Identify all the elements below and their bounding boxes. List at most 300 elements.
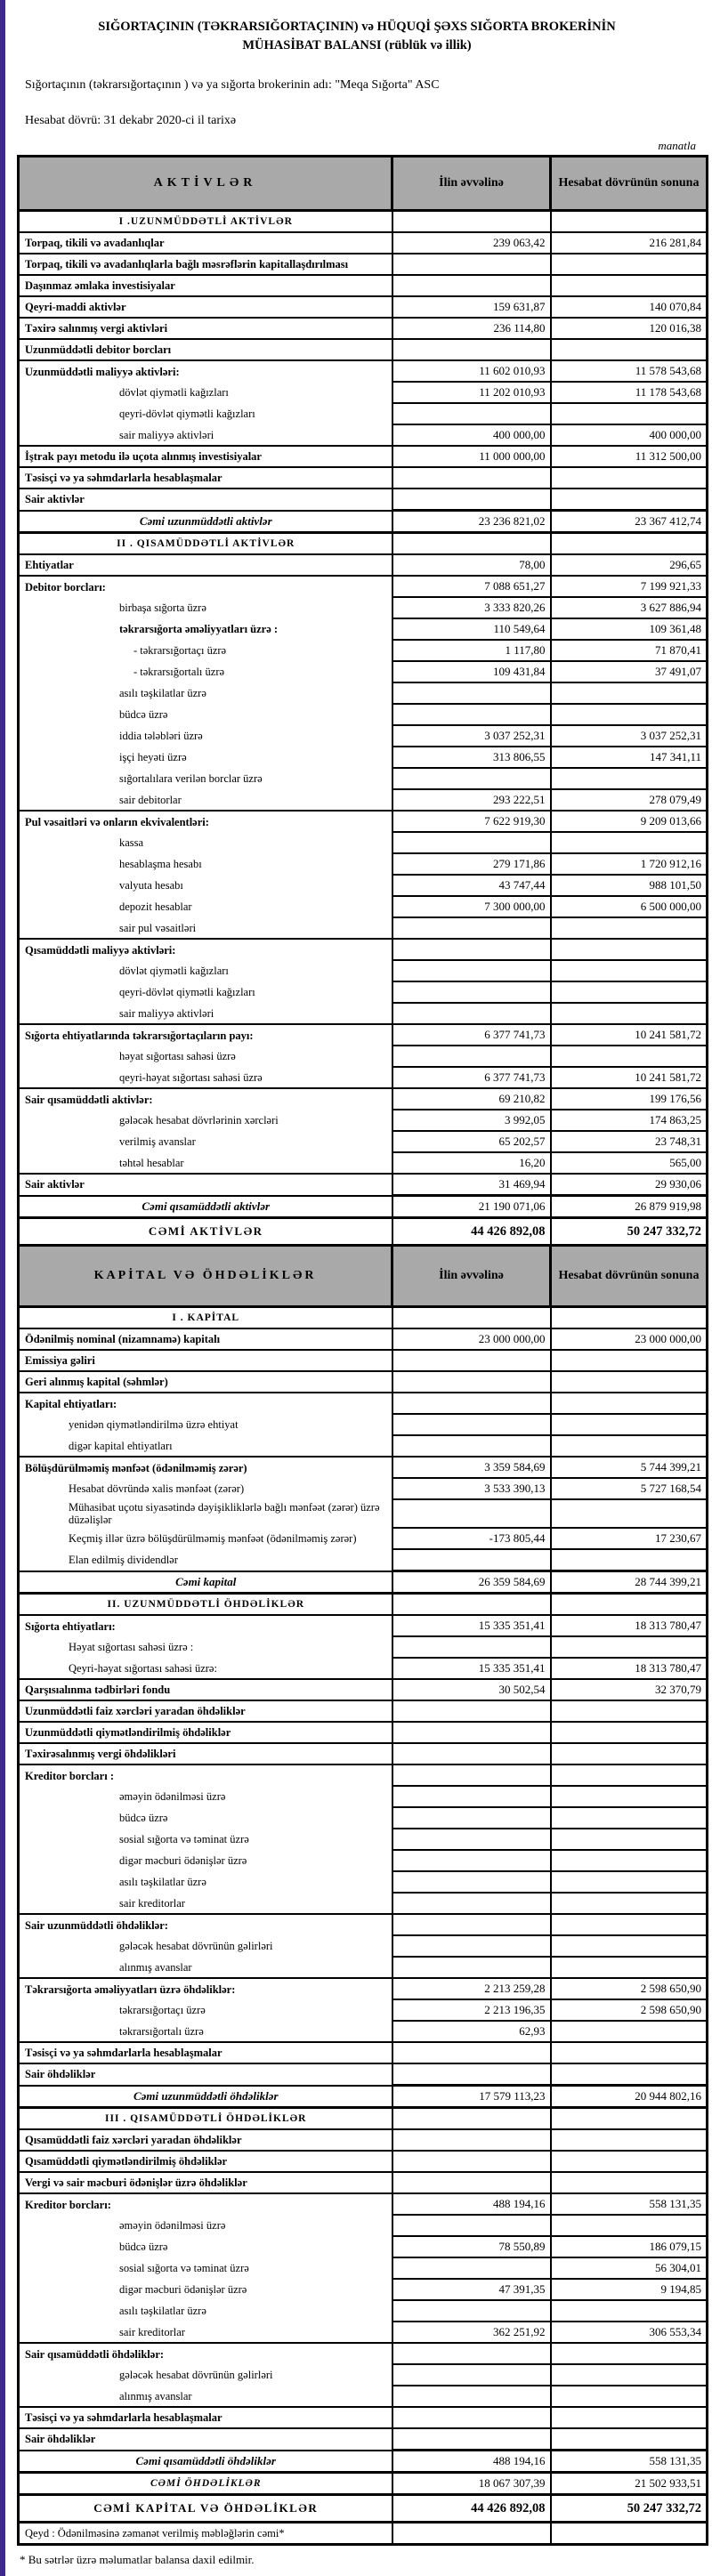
value-year-start: 21 190 071,06 xyxy=(392,1196,551,1218)
value-period-end xyxy=(551,832,708,853)
value-year-start: -173 805,44 xyxy=(392,1528,551,1549)
table-row xyxy=(19,853,708,875)
section-header-row xyxy=(19,533,708,555)
row-label: Uzunmüddətli faiz xərcləri yaradan öhdəliklər xyxy=(19,1700,392,1722)
row-label: Sığorta ehtiyatları: xyxy=(19,1615,392,1636)
value-year-start xyxy=(392,2215,551,2236)
table-row xyxy=(19,1499,708,1528)
value-year-start xyxy=(392,1307,551,1329)
footnote: * Bu sətrlər üzrə məlumatlar balansa daxil edilmir. xyxy=(20,2553,255,2567)
table-row xyxy=(19,1046,708,1067)
table-row xyxy=(19,2428,708,2451)
value-period-end: 174 863,25 xyxy=(551,1110,708,1131)
row-label: Sığorta ehtiyatlarında təkrarsığortaçıların payı: xyxy=(19,1024,392,1046)
value-period-end: 988 101,50 xyxy=(551,875,708,896)
table-row xyxy=(19,576,708,597)
value-year-start xyxy=(392,1893,551,1914)
row-label: təkrarsığortalı üzrə xyxy=(19,2021,392,2042)
value-year-start xyxy=(392,211,551,233)
value-year-start xyxy=(392,704,551,725)
row-label: qeyri-dövlət qiymətli kağızları xyxy=(19,403,392,424)
row-label: Kreditor borcları : xyxy=(19,1764,392,1786)
row-label: dövlət qiymətli kağızları xyxy=(19,960,392,981)
row-label: asılı təşkilatlar üzrə xyxy=(19,2300,392,2322)
value-year-start xyxy=(392,960,551,981)
value-year-start xyxy=(392,403,551,424)
row-label: Sair aktivlər xyxy=(19,489,392,511)
value-period-end xyxy=(551,1700,708,1722)
row-label: Kapital ehtiyatları: xyxy=(19,1393,392,1414)
row-label: alınmış avanslar xyxy=(19,1957,392,1978)
value-year-start: 17 579 113,23 xyxy=(392,2086,551,2108)
value-year-start xyxy=(392,939,551,960)
table-row xyxy=(19,747,708,768)
value-period-end: 11 312 500,00 xyxy=(551,446,708,467)
value-period-end: 147 341,11 xyxy=(551,747,708,768)
table-row xyxy=(19,1615,708,1636)
value-period-end: 10 241 581,72 xyxy=(551,1024,708,1046)
total-row xyxy=(19,2086,708,2108)
value-period-end xyxy=(551,1549,708,1571)
value-period-end xyxy=(551,768,708,789)
value-period-end: 7 199 921,33 xyxy=(551,576,708,597)
table-row xyxy=(19,339,708,360)
value-year-start: 44 426 892,08 xyxy=(392,2495,551,2523)
value-year-start: 78,00 xyxy=(392,554,551,576)
total-row xyxy=(19,1218,708,1246)
value-period-end xyxy=(551,403,708,424)
value-year-start: 15 335 351,41 xyxy=(392,1615,551,1636)
value-year-start xyxy=(392,682,551,704)
row-label: Ehtiyatlar xyxy=(19,554,392,576)
value-period-end: 5 727 168,54 xyxy=(551,1478,708,1499)
value-period-end: 199 176,56 xyxy=(551,1088,708,1110)
note-row xyxy=(19,2523,708,2545)
value-period-end xyxy=(551,1786,708,1807)
value-year-start: 23 000 000,00 xyxy=(392,1328,551,1350)
value-year-start: 3 333 820,26 xyxy=(392,597,551,618)
value-period-end: 28 744 399,21 xyxy=(551,1571,708,1594)
table-row xyxy=(19,2236,708,2257)
row-label: valyuta hesabı xyxy=(19,875,392,896)
value-year-start xyxy=(392,2129,551,2151)
row-label: Emissiya gəliri xyxy=(19,1350,392,1371)
value-period-end: 18 313 780,47 xyxy=(551,1615,708,1636)
value-year-start xyxy=(392,533,551,555)
row-label: CƏMİ ÖHDƏLİKLƏR xyxy=(19,2473,392,2495)
value-period-end: 120 016,38 xyxy=(551,318,708,339)
value-period-end xyxy=(551,1722,708,1743)
row-label: gələcək hesabat dövrlərinin xərcləri xyxy=(19,1110,392,1131)
table-row xyxy=(19,1850,708,1871)
value-period-end: 558 131,35 xyxy=(551,2193,708,2215)
row-label: əməyin ödənilməsi üzrə xyxy=(19,2215,392,2236)
row-label: Qısamüddətli maliyyə aktivləri: xyxy=(19,939,392,960)
value-period-end: 558 131,35 xyxy=(551,2451,708,2473)
value-period-end: 23 748,31 xyxy=(551,1131,708,1152)
value-year-start xyxy=(392,339,551,360)
value-year-start: 16,20 xyxy=(392,1152,551,1174)
value-year-start xyxy=(392,1786,551,1807)
row-label: verilmiş avanslar xyxy=(19,1131,392,1152)
value-year-start xyxy=(392,275,551,296)
value-period-end: 140 070,84 xyxy=(551,296,708,318)
row-label: Həyat sığortası sahəsi üzrə : xyxy=(19,1636,392,1658)
total-row xyxy=(19,2451,708,2473)
table-row xyxy=(19,2042,708,2063)
value-period-end xyxy=(551,1957,708,1978)
row-label: Torpaq, tikili və avadanlıqlarla bağlı məsrəflərin kapitallaşdırılması xyxy=(19,254,392,275)
row-label: Sair aktivlər xyxy=(19,1174,392,1196)
row-label: Təkrarsığorta əməliyyatları üzrə öhdəliklər: xyxy=(19,1978,392,1999)
value-period-end xyxy=(551,1435,708,1457)
row-label: büdcə üzrə xyxy=(19,2236,392,2257)
table-row xyxy=(19,682,708,704)
value-period-end: 186 079,15 xyxy=(551,2236,708,2257)
value-year-start: 293 222,51 xyxy=(392,789,551,811)
value-year-start: 6 377 741,73 xyxy=(392,1067,551,1088)
table-row xyxy=(19,1174,708,1196)
table-row xyxy=(19,1131,708,1152)
value-year-start: 30 502,54 xyxy=(392,1679,551,1700)
value-period-end xyxy=(551,2300,708,2322)
value-period-end xyxy=(551,1636,708,1658)
row-label: sair kreditorlar xyxy=(19,2322,392,2343)
row-label: büdcə üzrə xyxy=(19,1807,392,1829)
row-label: CƏMİ AKTİVLƏR xyxy=(19,1218,392,1246)
table-row xyxy=(19,1786,708,1807)
assets-rows xyxy=(19,211,708,1246)
table-row xyxy=(19,1549,708,1571)
value-period-end xyxy=(551,339,708,360)
row-label: I .UZUNMÜDDƏTLİ AKTİVLƏR xyxy=(19,211,392,233)
row-label: Qısamüddətli qiymətləndirilmiş öhdəliklər xyxy=(19,2151,392,2172)
table-row xyxy=(19,232,708,254)
value-year-start: 11 602 010,93 xyxy=(392,360,551,382)
value-year-start: 69 210,82 xyxy=(392,1088,551,1110)
row-label: gələcək hesabat dövrünün gəlirləri xyxy=(19,2364,392,2386)
table-row xyxy=(19,1528,708,1549)
value-year-start xyxy=(392,1371,551,1393)
value-period-end: 2 598 650,90 xyxy=(551,1978,708,1999)
value-period-end xyxy=(551,917,708,939)
table-row xyxy=(19,896,708,917)
section-header-row xyxy=(19,2108,708,2130)
value-year-start xyxy=(392,1549,551,1571)
table-row xyxy=(19,1478,708,1499)
value-year-start: 31 469,94 xyxy=(392,1174,551,1196)
value-period-end: 32 370,79 xyxy=(551,1679,708,1700)
value-period-end: 9 194,85 xyxy=(551,2279,708,2300)
value-period-end xyxy=(551,939,708,960)
table-row xyxy=(19,403,708,424)
table-row xyxy=(19,254,708,275)
table-row xyxy=(19,2021,708,2042)
value-period-end: 50 247 332,72 xyxy=(551,2495,708,2523)
table-row xyxy=(19,1024,708,1046)
value-period-end xyxy=(551,1594,708,1616)
table-row xyxy=(19,2300,708,2322)
value-period-end xyxy=(551,1414,708,1435)
row-label: yenidən qiymətləndirilmə üzrə ehtiyat xyxy=(19,1414,392,1435)
value-year-start xyxy=(392,1435,551,1457)
row-label: Cəmi uzunmüddətli aktivlər xyxy=(19,511,392,533)
row-label: Uzunmüddətli qiymətləndirilmiş öhdəliklər xyxy=(19,1722,392,1743)
value-year-start xyxy=(392,1807,551,1829)
table-row xyxy=(19,832,708,853)
value-period-end xyxy=(551,533,708,555)
value-year-start: 44 426 892,08 xyxy=(392,1218,551,1246)
row-label: Bölüşdürülməmiş mənfəət (ödənilməmiş zərər) xyxy=(19,1457,392,1478)
section-header-row xyxy=(19,1594,708,1616)
value-period-end: 29 930,06 xyxy=(551,1174,708,1196)
table-row xyxy=(19,1764,708,1786)
table-row xyxy=(19,1393,708,1414)
row-label: Qeyri-həyat sığortası sahəsi üzrə: xyxy=(19,1658,392,1679)
value-year-start: 3 359 584,69 xyxy=(392,1457,551,1478)
table-row xyxy=(19,2407,708,2428)
value-period-end: 306 553,34 xyxy=(551,2322,708,2343)
table-row xyxy=(19,1152,708,1174)
value-year-start: 279 171,86 xyxy=(392,853,551,875)
row-label: alınmış avanslar xyxy=(19,2386,392,2407)
value-year-start: 23 236 821,02 xyxy=(392,511,551,533)
equity-liabilities-header xyxy=(19,1246,708,1307)
total-row xyxy=(19,2473,708,2495)
value-year-start xyxy=(392,1957,551,1978)
value-year-start: 109 431,84 xyxy=(392,661,551,682)
value-year-start xyxy=(392,768,551,789)
value-period-end xyxy=(551,2523,708,2545)
row-label: büdcə üzrə xyxy=(19,704,392,725)
table-row xyxy=(19,1636,708,1658)
table-row xyxy=(19,1457,708,1478)
company-name-line: Sığortaçının (təkrarsığortaçının ) və ya sığorta brokerinin adı: "Meqa Sığorta" ASC xyxy=(25,78,440,93)
value-year-start xyxy=(392,1393,551,1414)
table-row xyxy=(19,640,708,661)
row-label: Qeyd : Ödənilməsinə zəmanət verilmiş məbləğlərin cəmi* xyxy=(19,2523,392,2545)
table-row xyxy=(19,1914,708,1935)
table-row xyxy=(19,1743,708,1764)
value-year-start xyxy=(392,2428,551,2451)
value-period-end xyxy=(551,1003,708,1024)
value-period-end xyxy=(551,1371,708,1393)
value-year-start xyxy=(392,1764,551,1786)
row-label: iddia tələbləri üzrə xyxy=(19,725,392,747)
value-period-end xyxy=(551,704,708,725)
value-period-end xyxy=(551,981,708,1003)
section-header-row xyxy=(19,1307,708,1329)
balance-sheet-page xyxy=(5,0,712,2576)
table-row xyxy=(19,811,708,832)
value-period-end xyxy=(551,2386,708,2407)
row-label: sair maliyyə aktivləri xyxy=(19,1003,392,1024)
value-year-start xyxy=(392,2063,551,2086)
table-row xyxy=(19,960,708,981)
row-label: təkrarsığortaçı üzrə xyxy=(19,1999,392,2021)
value-year-start: 7 622 919,30 xyxy=(392,811,551,832)
row-label: Torpaq, tikili və avadanlıqlar xyxy=(19,232,392,254)
table-row xyxy=(19,1350,708,1371)
table-row xyxy=(19,296,708,318)
value-period-end xyxy=(551,2343,708,2364)
row-label: işçi heyəti üzrə xyxy=(19,747,392,768)
table-row xyxy=(19,1067,708,1088)
table-row xyxy=(19,2343,708,2364)
row-label: təkrarsığorta əməliyyatları üzrə : xyxy=(19,618,392,640)
value-period-end: 50 247 332,72 xyxy=(551,1218,708,1246)
row-label: sair debitorlar xyxy=(19,789,392,811)
assets-header-row xyxy=(19,157,708,211)
value-period-end xyxy=(551,1499,708,1528)
row-label: sair kreditorlar xyxy=(19,1893,392,1914)
table-row xyxy=(19,1807,708,1829)
row-label: I . KAPİTAL xyxy=(19,1307,392,1329)
row-label: sosial sığorta və təminat üzrə xyxy=(19,1829,392,1850)
value-period-end xyxy=(551,1914,708,1935)
table-row xyxy=(19,275,708,296)
total-row xyxy=(19,511,708,533)
value-year-start: 159 631,87 xyxy=(392,296,551,318)
value-period-end xyxy=(551,1393,708,1414)
value-period-end xyxy=(551,1764,708,1786)
value-period-end: 216 281,84 xyxy=(551,232,708,254)
table-row xyxy=(19,1722,708,1743)
value-year-start xyxy=(392,832,551,853)
row-label: birbaşa sığorta üzrə xyxy=(19,597,392,618)
value-year-start: 313 806,55 xyxy=(392,747,551,768)
table-row xyxy=(19,704,708,725)
value-year-start xyxy=(392,1594,551,1616)
table-row xyxy=(19,597,708,618)
table-row xyxy=(19,1935,708,1957)
value-year-start xyxy=(392,1722,551,1743)
value-period-end xyxy=(551,1807,708,1829)
row-label: sair maliyyə aktivləri xyxy=(19,424,392,446)
col-period-end-header: Hesabat dövrünün sonuna xyxy=(551,157,708,211)
value-period-end: 17 230,67 xyxy=(551,1528,708,1549)
value-year-start: 7 088 651,27 xyxy=(392,576,551,597)
value-year-start: 3 992,05 xyxy=(392,1110,551,1131)
document-title-line2: MÜHASİBAT BALANSI (rüblük və illik) xyxy=(242,38,472,53)
document-title xyxy=(12,18,701,55)
row-label: Qeyri-maddi aktivlər xyxy=(19,296,392,318)
row-label: kassa xyxy=(19,832,392,853)
col-period-end-header-2: Hesabat dövrünün sonuna xyxy=(551,1246,708,1307)
value-period-end: 400 000,00 xyxy=(551,424,708,446)
value-year-start xyxy=(392,1499,551,1528)
col-year-start-header-2: İlin əvvəlinə xyxy=(392,1246,551,1307)
row-label: Geri alınmış kapital (səhmlər) xyxy=(19,1371,392,1393)
value-year-start xyxy=(392,917,551,939)
row-label: III . QISAMÜDDƏTLİ ÖHDƏLİKLƏR xyxy=(19,2108,392,2130)
row-label: qeyri-həyat sığortası sahəsi üzrə xyxy=(19,1067,392,1088)
value-period-end xyxy=(551,682,708,704)
row-label: Pul vəsaitləri və onların ekvivalentləri: xyxy=(19,811,392,832)
value-period-end: 21 502 933,51 xyxy=(551,2473,708,2495)
value-year-start: 26 359 584,69 xyxy=(392,1571,551,1594)
assets-header xyxy=(19,157,708,211)
value-period-end xyxy=(551,960,708,981)
value-year-start xyxy=(392,489,551,511)
value-period-end xyxy=(551,2428,708,2451)
value-period-end xyxy=(551,489,708,511)
row-label: sair pul vəsaitləri xyxy=(19,917,392,939)
row-label: Cəmi qısamüddətli aktivlər xyxy=(19,1196,392,1218)
value-year-start xyxy=(392,2386,551,2407)
value-period-end: 20 944 802,16 xyxy=(551,2086,708,2108)
table-row xyxy=(19,1003,708,1024)
value-year-start: 2 213 259,28 xyxy=(392,1978,551,1999)
row-label: asılı təşkilatlar üzrə xyxy=(19,1871,392,1893)
table-row xyxy=(19,467,708,489)
row-label: Debitor borcları: xyxy=(19,576,392,597)
table-row xyxy=(19,2279,708,2300)
row-label: əməyin ödənilməsi üzrə xyxy=(19,1786,392,1807)
balance-sheet-table xyxy=(17,155,708,2546)
row-label: Cəmi qısamüddətli öhdəliklər xyxy=(19,2451,392,2473)
value-period-end: 11 578 543,68 xyxy=(551,360,708,382)
row-label: - təkrarsığortalı üzrə xyxy=(19,661,392,682)
value-year-start: 488 194,16 xyxy=(392,2193,551,2215)
value-period-end xyxy=(551,2063,708,2086)
value-year-start xyxy=(392,2300,551,2322)
table-row xyxy=(19,2386,708,2407)
value-year-start: 400 000,00 xyxy=(392,424,551,446)
section-header-row xyxy=(19,211,708,233)
value-period-end: 6 500 000,00 xyxy=(551,896,708,917)
value-period-end xyxy=(551,1743,708,1764)
row-label: sığortalılara verilən borclar üzrə xyxy=(19,768,392,789)
value-year-start: 47 391,35 xyxy=(392,2279,551,2300)
table-row xyxy=(19,2063,708,2086)
value-year-start: 110 549,64 xyxy=(392,618,551,640)
value-period-end xyxy=(551,1850,708,1871)
value-period-end: 1 720 912,16 xyxy=(551,853,708,875)
table-row xyxy=(19,2257,708,2279)
value-year-start: 11 000 000,00 xyxy=(392,446,551,467)
table-row xyxy=(19,489,708,511)
value-period-end xyxy=(551,2108,708,2130)
value-year-start xyxy=(392,1850,551,1871)
reporting-period-line: Hesabat dövrü: 31 dekabr 2020-ci il tarixə xyxy=(25,114,237,128)
table-row xyxy=(19,1435,708,1457)
table-row xyxy=(19,446,708,467)
value-year-start xyxy=(392,1636,551,1658)
currency-note: manatla xyxy=(658,139,696,153)
value-period-end xyxy=(551,211,708,233)
table-row xyxy=(19,2364,708,2386)
row-label: II . QISAMÜDDƏTLİ AKTİVLƏR xyxy=(19,533,392,555)
value-year-start xyxy=(392,1914,551,1935)
total-row xyxy=(19,2495,708,2523)
row-label: dövlət qiymətli kağızları xyxy=(19,382,392,403)
table-row xyxy=(19,2129,708,2151)
value-period-end: 9 209 013,66 xyxy=(551,811,708,832)
value-period-end xyxy=(551,467,708,489)
value-period-end: 296,65 xyxy=(551,554,708,576)
total-row xyxy=(19,1571,708,1594)
table-row xyxy=(19,1999,708,2021)
equity-header-title: KAPİTAL VƏ ÖHDƏLİKLƏR xyxy=(19,1246,392,1307)
value-period-end xyxy=(551,1935,708,1957)
value-year-start xyxy=(392,1700,551,1722)
row-label: Təxirəsalınmış vergi öhdəlikləri xyxy=(19,1743,392,1764)
row-label: digər məcburi ödənişlər üzrə xyxy=(19,2279,392,2300)
value-period-end: 11 178 543,68 xyxy=(551,382,708,403)
value-year-start xyxy=(392,2523,551,2545)
table-row xyxy=(19,768,708,789)
